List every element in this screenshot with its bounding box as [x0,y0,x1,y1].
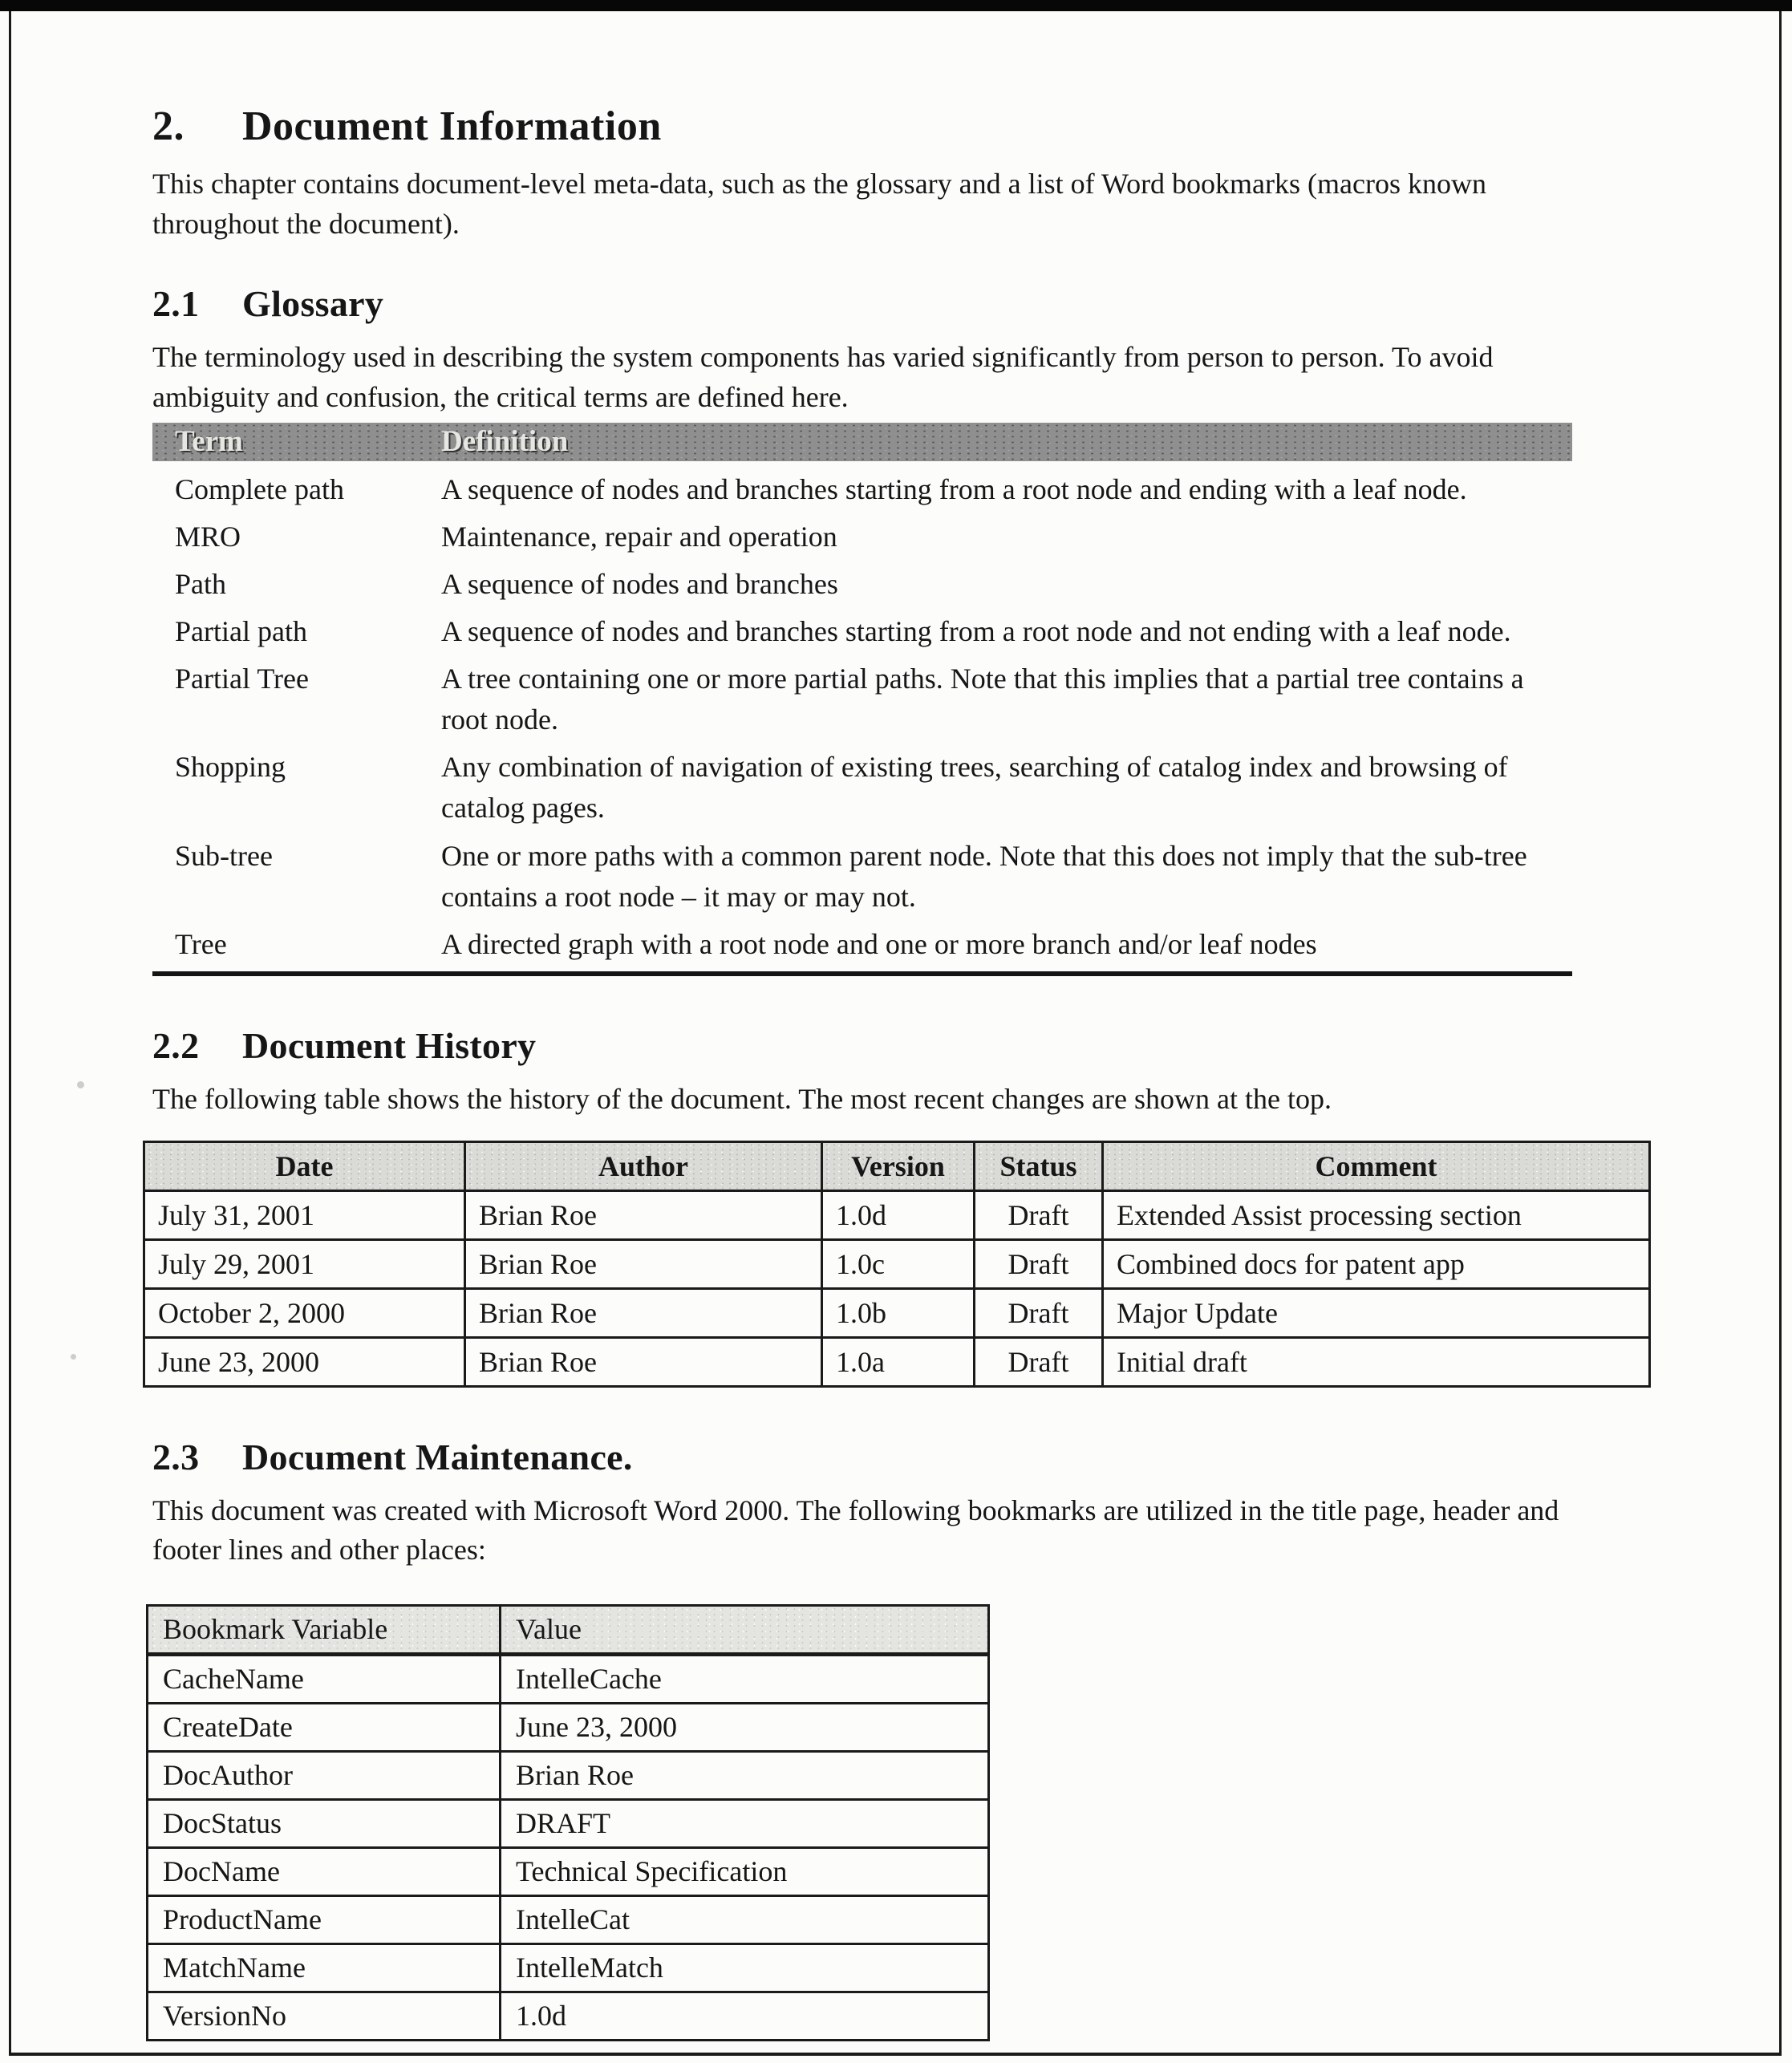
history-col-comment: Comment [1103,1141,1650,1190]
bookmark-value: 1.0d [501,1992,989,2040]
bookmark-col-variable: Bookmark Variable [148,1605,501,1654]
history-version: 1.0d [822,1190,975,1239]
chapter-title: Document Information [242,103,662,149]
glossary-definition: A tree containing one or more partial paths. Note that this implies that a partial tree contains a root node. [441,663,1524,736]
scan-speckle [71,1354,76,1360]
glossary-definition: A directed graph with a root node and one or more branch and/or leaf nodes [441,927,1317,960]
history-author: Brian Roe [465,1288,822,1337]
history-status: Draft [975,1239,1103,1288]
history-author: Brian Roe [465,1190,822,1239]
section-number: 2.2 [152,1024,200,1066]
glossary-intro: The terminology used in describing the system components has varied significantly from person to person. To avoid ambiguity and confusion, the critical terms are defined here. [152,341,1494,414]
history-status: Draft [975,1337,1103,1386]
chapter-intro: This chapter contains document-level meta-data, such as the glossary and a list of Word bookmarks (macros known throughout the document). [152,168,1486,240]
section-title: Document History [242,1024,537,1066]
history-status: Draft [975,1190,1103,1239]
bookmark-value: DRAFT [501,1799,989,1847]
bookmark-variable: VersionNo [148,1992,501,2040]
section-heading-maintenance [152,1436,1588,1478]
section-title: Document Maintenance. [242,1436,633,1477]
glossary-term: MRO [175,520,241,553]
history-date: June 23, 2000 [144,1337,465,1386]
glossary-definition: A sequence of nodes and branches starting from a root node and not ending with a leaf node. [441,615,1511,648]
document-content [152,103,1588,2041]
section-number: 2.1 [152,283,200,325]
glossary-row [152,744,1572,832]
glossary-term: Complete path [175,472,344,505]
glossary-row [152,833,1572,921]
history-comment: Combined docs for patent app [1103,1239,1650,1288]
glossary-term: Partial Tree [175,663,309,695]
history-header-row [144,1141,1650,1190]
bookmark-col-value: Value [501,1605,989,1654]
chapter-heading [152,103,1588,150]
glossary-col-definition: Definition [441,425,569,459]
glossary-term: Path [175,567,227,600]
bookmark-variable: DocAuthor [148,1751,501,1799]
glossary-row [152,921,1572,974]
glossary-col-term: Term [175,425,243,459]
bookmark-row [148,1992,989,2040]
history-comment: Extended Assist processing section [1103,1190,1650,1239]
history-col-status: Status [975,1141,1103,1190]
history-date: October 2, 2000 [144,1288,465,1337]
bookmark-row [148,1799,989,1847]
glossary-row [152,608,1572,655]
history-row [144,1288,1650,1337]
history-version: 1.0b [822,1288,975,1337]
scan-speckle [77,1081,84,1088]
glossary-definition: One or more paths with a common parent node. Note that this does not imply that the sub-tree contains a root node – it may or may not. [441,839,1527,913]
glossary-row [152,513,1572,561]
bookmark-variable: CacheName [148,1654,501,1703]
glossary-definition: Any combination of navigation of existing trees, searching of catalog index and browsing of catalog pages. [441,751,1508,825]
history-status: Draft [975,1288,1103,1337]
glossary-definition: A sequence of nodes and branches [441,567,838,600]
glossary-definition: A sequence of nodes and branches starting from a root node and ending with a leaf node. [441,472,1467,505]
section-heading-history [152,1024,1588,1067]
history-intro: The following table shows the history of the document. The most recent changes are shown at the top. [152,1082,1332,1115]
history-author: Brian Roe [465,1337,822,1386]
bookmark-header-row [148,1605,989,1654]
history-date: July 31, 2001 [144,1190,465,1239]
bookmark-variable: DocStatus [148,1799,501,1847]
bookmark-variable: DocName [148,1847,501,1895]
glossary-term: Tree [175,927,227,960]
history-col-author: Author [465,1141,822,1190]
glossary-row [152,655,1572,744]
bookmark-value: IntelleMatch [501,1943,989,1992]
history-row [144,1239,1650,1288]
glossary-row [152,461,1572,513]
section-title: Glossary [242,283,384,325]
bookmark-value: IntelleCat [501,1895,989,1943]
section-heading-glossary [152,282,1588,325]
history-author: Brian Roe [465,1239,822,1288]
history-col-version: Version [822,1141,975,1190]
bookmark-row [148,1943,989,1992]
history-version: 1.0c [822,1239,975,1288]
bookmark-row [148,1847,989,1895]
history-comment: Major Update [1103,1288,1650,1337]
glossary-table [152,423,1572,976]
glossary-header-row [152,423,1572,461]
bookmark-row [148,1654,989,1703]
bookmark-value: Brian Roe [501,1751,989,1799]
chapter-number: 2. [152,103,184,149]
bookmark-variable: MatchName [148,1943,501,1992]
bookmark-row [148,1751,989,1799]
bookmark-value: Technical Specification [501,1847,989,1895]
history-comment: Initial draft [1103,1337,1650,1386]
history-version: 1.0a [822,1337,975,1386]
glossary-row [152,561,1572,608]
history-row [144,1190,1650,1239]
history-row [144,1337,1650,1386]
scan-top-edge [0,0,1792,11]
bookmark-variable: CreateDate [148,1703,501,1751]
bookmark-variable: ProductName [148,1895,501,1943]
bookmark-row [148,1703,989,1751]
glossary-definition: Maintenance, repair and operation [441,520,837,553]
glossary-term: Partial path [175,615,307,648]
history-col-date: Date [144,1141,465,1190]
bookmark-value: IntelleCache [501,1654,989,1703]
bookmark-table [146,1604,990,2041]
bookmark-row [148,1895,989,1943]
document-history-table [143,1141,1651,1388]
section-number: 2.3 [152,1436,200,1477]
maintenance-intro: This document was created with Microsoft Word 2000. The following bookmarks are utilized in the title page, header and footer lines and other places: [152,1494,1559,1567]
history-date: July 29, 2001 [144,1239,465,1288]
glossary-term: Shopping [175,751,286,784]
bookmark-value: June 23, 2000 [501,1703,989,1751]
glossary-term: Sub-tree [175,839,273,872]
